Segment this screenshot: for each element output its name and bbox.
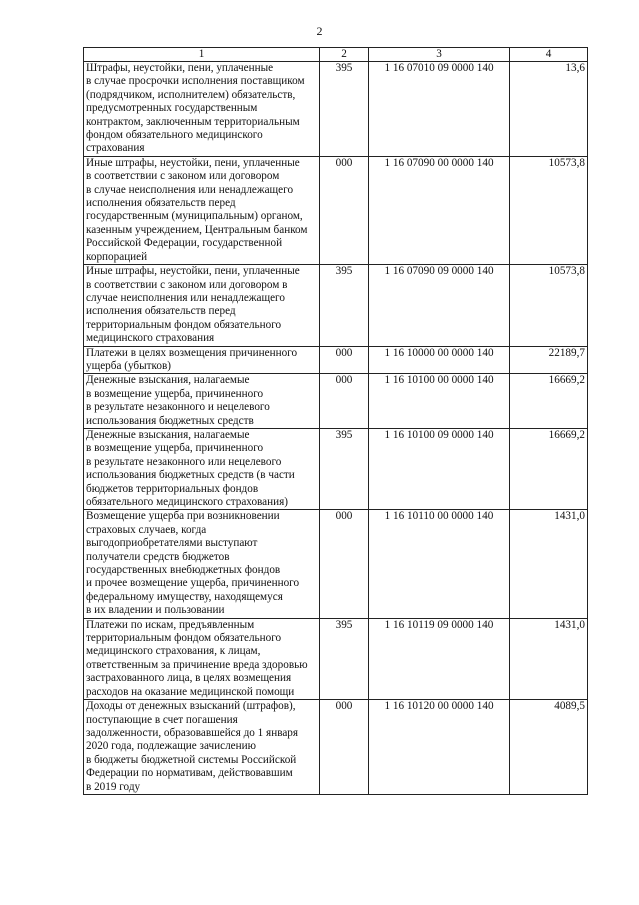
description-line: обязательного медицинского страхования)	[86, 496, 288, 508]
row-description	[84, 346, 320, 374]
description-line: страховых случаев, когда	[86, 523, 207, 536]
row-description	[84, 156, 320, 264]
description-line: Доходы от денежных взысканий (штрафов),	[86, 700, 296, 713]
row-admin-code: 000	[320, 510, 369, 618]
table-row	[84, 428, 588, 509]
description-line: медицинского страхования, к лицам,	[86, 645, 261, 658]
row-admin-code: 395	[320, 62, 369, 157]
column-header-amount: 4	[510, 48, 588, 62]
description-line: в результате незаконного или нецелевого	[86, 455, 282, 468]
row-description	[84, 62, 320, 157]
column-header-admin-code: 2	[320, 48, 369, 62]
description-line: и прочее возмещение ущерба, причиненного	[86, 577, 300, 590]
row-amount: 16669,2	[510, 374, 588, 429]
description-line: случае неисполнения или ненадлежащего	[86, 291, 285, 304]
description-line: в 2019 году	[86, 780, 141, 793]
description-line: в случае просрочки исполнения поставщиком	[86, 75, 305, 88]
row-description	[84, 510, 320, 618]
row-admin-code: 395	[320, 265, 369, 346]
description-line: 2020 года, подлежащие зачислению	[86, 740, 256, 753]
description-line: контрактом, заключенным территориальным	[86, 115, 300, 128]
row-description	[84, 428, 320, 509]
row-budget-code: 1 16 10100 00 0000 140	[369, 374, 510, 429]
description-line: использования бюджетных средств	[86, 414, 254, 427]
row-description	[84, 374, 320, 429]
description-line: Иные штрафы, неустойки, пени, уплаченные	[86, 265, 300, 278]
table-row	[84, 156, 588, 264]
description-line: Возмещение ущерба при возникновении	[86, 510, 280, 523]
description-line: корпорацией	[86, 250, 148, 263]
table-header-row	[84, 48, 588, 62]
row-description	[84, 618, 320, 699]
column-header-description: 1	[84, 48, 320, 62]
description-line: использования бюджетных средств (в части	[86, 469, 295, 482]
page-number: 2	[316, 24, 323, 38]
description-line: в результате незаконного и нецелевого	[86, 401, 270, 414]
row-description	[84, 700, 320, 795]
description-line: в возмещение ущерба, причиненного	[86, 442, 264, 455]
table-row	[84, 700, 588, 795]
table-row	[84, 618, 588, 699]
description-line: ответственным за причинение вреда здоровью	[86, 658, 308, 671]
description-line: ущерба (убытков)	[86, 359, 171, 372]
description-line: исполнения обязательств перед	[86, 305, 236, 318]
row-budget-code: 1 16 10119 09 0000 140	[369, 618, 510, 699]
description-line: Иные штрафы, неустойки, пени, уплаченные	[86, 156, 300, 169]
description-line: федеральному имуществу, находящемуся	[86, 590, 283, 603]
description-line: территориальным фондом обязательного	[86, 632, 282, 645]
description-line: в бюджеты бюджетной системы Российской	[86, 753, 297, 766]
row-budget-code: 1 16 10100 09 0000 140	[369, 428, 510, 509]
description-line: Платежи в целях возмещения причиненного	[86, 346, 298, 359]
row-amount: 10573,8	[510, 265, 588, 346]
row-amount: 16669,2	[510, 428, 588, 509]
table-row	[84, 62, 588, 157]
description-line: расходов на оказание медицинской помощи	[86, 685, 295, 698]
row-amount: 10573,8	[510, 156, 588, 264]
row-admin-code: 000	[320, 374, 369, 429]
description-line: Денежные взыскания, налагаемые	[86, 374, 250, 387]
column-header-budget-code: 3	[369, 48, 510, 62]
row-budget-code: 1 16 10110 00 0000 140	[369, 510, 510, 618]
description-line: предусмотренных государственным	[86, 102, 258, 115]
description-line: Штрафы, неустойки, пени, уплаченные	[86, 62, 274, 74]
description-line: в их владении и пользовании	[86, 604, 225, 617]
row-admin-code: 000	[320, 700, 369, 795]
description-line: страхования	[86, 142, 145, 155]
description-line: медицинского страхования	[86, 332, 215, 345]
row-amount: 1431,0	[510, 618, 588, 699]
row-amount: 13,6	[510, 62, 588, 157]
description-line: фондом обязательного медицинского	[86, 129, 263, 142]
description-line: бюджетов территориальных фондов	[86, 482, 259, 495]
row-amount: 22189,7	[510, 346, 588, 374]
description-line: Денежные взыскания, налагаемые	[86, 428, 250, 441]
description-line: застрахованного лица, в целях возмещения	[86, 672, 292, 685]
table-row	[84, 265, 588, 346]
description-line: Российской Федерации, государственной	[86, 237, 283, 250]
description-line: государственным (муниципальным) органом,	[86, 210, 303, 223]
description-line: в соответствии с законом или договором в	[86, 278, 288, 291]
description-line: в соответствии с законом или договором	[86, 170, 280, 183]
row-budget-code: 1 16 10000 00 0000 140	[369, 346, 510, 374]
table-row	[84, 374, 588, 429]
description-line: (подрядчиком, исполнителем) обязательств,	[86, 88, 296, 101]
description-line: исполнения обязательств перед	[86, 197, 236, 210]
description-line: Федерации по нормативам, действовавшим	[86, 767, 293, 780]
row-admin-code: 000	[320, 156, 369, 264]
row-description	[84, 265, 320, 346]
row-budget-code: 1 16 10120 00 0000 140	[369, 700, 510, 795]
row-budget-code: 1 16 07090 00 0000 140	[369, 156, 510, 264]
row-admin-code: 395	[320, 618, 369, 699]
row-budget-code: 1 16 07090 09 0000 140	[369, 265, 510, 346]
description-line: получатели средств бюджетов	[86, 550, 230, 563]
description-line: государственных внебюджетных фондов	[86, 564, 281, 577]
row-admin-code: 395	[320, 428, 369, 509]
description-line: территориальным фондом обязательного	[86, 318, 282, 331]
table-row	[84, 510, 588, 618]
row-admin-code: 000	[320, 346, 369, 374]
row-amount: 1431,0	[510, 510, 588, 618]
table-row	[84, 346, 588, 374]
description-line: поступающие в счет погашения	[86, 713, 238, 726]
description-line: выгодоприобретателями выступают	[86, 537, 258, 550]
description-line: задолженности, образовавшейся до 1 января	[86, 726, 299, 739]
description-line: Платежи по искам, предъявленным	[86, 618, 255, 631]
description-line: в возмещение ущерба, причиненного	[86, 387, 264, 400]
description-line: в случае неисполнения или ненадлежащего	[86, 183, 294, 196]
row-budget-code: 1 16 07010 09 0000 140	[369, 62, 510, 157]
revenue-table	[83, 47, 588, 795]
description-line: казенным учреждением, Центральным банком	[86, 223, 308, 236]
row-amount: 4089,5	[510, 700, 588, 795]
